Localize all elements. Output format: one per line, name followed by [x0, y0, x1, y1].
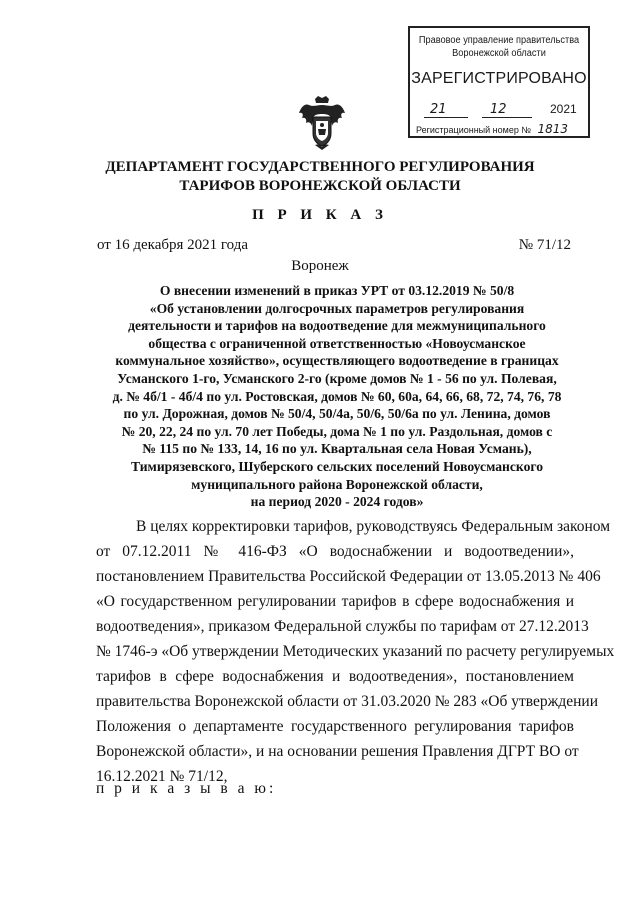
- stamp-reg-number-row: [416, 122, 584, 136]
- stamp-date: [416, 102, 582, 120]
- stamp-month: 12: [490, 102, 507, 117]
- body-line: тарифов в сфере водоснабжения и водоотведения», постановлением: [96, 668, 574, 685]
- body-line: постановлением Правительства Российской Федерации от 13.05.2013 № 406: [96, 568, 601, 585]
- subject-line: «Об установлении долгосрочных параметров регулирования: [149, 300, 525, 316]
- subject-line: О внесении изменений в приказ УРТ от 03.12.2019 № 50/8: [159, 283, 515, 298]
- order-subject: [92, 282, 582, 511]
- order-title: П Р И К А З: [252, 207, 388, 223]
- order-city: Воронеж: [291, 258, 349, 274]
- order-date: от 16 декабря 2021 года: [97, 237, 249, 253]
- department-line: ТАРИФОВ ВОРОНЕЖСКОЙ ОБЛАСТИ: [179, 178, 461, 194]
- subject-line: № 115 по № 133, 14, 16 по ул. Квартальная села Новая Усмань),: [142, 441, 532, 457]
- subject-line: № 20, 22, 24 по ул. 70 лет Победы, дома № 1 по ул. Раздольная, домов с: [121, 423, 553, 439]
- stamp-year: 2021: [550, 102, 577, 116]
- registration-stamp: [408, 26, 590, 138]
- subject-line: на период 2020 - 2024 годов»: [250, 494, 424, 510]
- subject-line: д. № 4б/1 - 4б/4 по ул. Ростовская, домов № 60, 60а, 64, 66, 68, 72, 74, 76, 78: [112, 388, 562, 404]
- body-line: № 1746-э «Об утверждении Методических указаний по расчету регулируемых: [96, 643, 615, 660]
- order-closing: п р и к а з ы в а ю:: [96, 780, 277, 797]
- subject-line: Тимирязевского, Шуберского сельских поселений Новоусманского: [131, 458, 543, 474]
- stamp-underline: [424, 117, 468, 118]
- subject-line: по ул. Дорожная, домов № 50/4, 50/4а, 50/6, 50/6а по ул. Ленина, домов: [123, 406, 551, 422]
- body-line: Воронежской области», и на основании решения Правления ДГРТ ВО от: [96, 743, 579, 760]
- subject-line: коммунальное хозяйство», осуществляющего водоотведение в границах: [115, 353, 559, 369]
- department-line: ДЕПАРТАМЕНТ ГОСУДАРСТВЕННОГО РЕГУЛИРОВАНИЯ: [105, 159, 535, 175]
- coat-of-arms-icon: [297, 95, 347, 151]
- stamp-reg-number: 1813: [537, 122, 569, 136]
- subject-line: общества с ограниченной ответственностью «Новоусманское: [148, 335, 526, 351]
- stamp-org-line: Воронежской области: [452, 48, 546, 59]
- stamp-reg-label: Регистрационный номер №: [416, 125, 532, 135]
- order-number: № 71/12: [518, 237, 571, 253]
- subject-line: деятельности и тарифов на водоотведение для межмуниципального: [128, 318, 546, 334]
- stamp-underline: [482, 117, 532, 118]
- body-line: Положения о департаменте государственного регулирования тарифов: [96, 718, 574, 735]
- body-line: «О государственном регулировании тарифов в сфере водоснабжения и: [96, 593, 574, 610]
- stamp-registered-label: ЗАРЕГИСТРИРОВАНО: [411, 70, 587, 87]
- stamp-day: 21: [430, 102, 447, 117]
- subject-line: муниципального района Воронежской области,: [191, 476, 483, 492]
- subject-line: Усманского 1-го, Усманского 2-го (кроме домов № 1 - 56 по ул. Полевая,: [117, 370, 557, 386]
- body-line: водоотведения», приказом Федеральной службы по тарифам от 27.12.2013: [96, 618, 589, 635]
- body-line: правительства Воронежской области от 31.03.2020 № 283 «Об утверждении: [96, 693, 598, 710]
- body-line: от 07.12.2011 № 416-ФЗ «О водоснабжении и водоотведении»,: [96, 543, 574, 560]
- stamp-org-line: Правовое управление правительства: [418, 35, 580, 46]
- department-name: [60, 158, 580, 196]
- stamp-organization: [417, 34, 581, 60]
- order-preamble: [96, 514, 615, 789]
- body-line: 16.12.2021 № 71/12,: [96, 768, 228, 785]
- body-line: В целях корректировки тарифов, руководствуясь Федеральным законом: [136, 518, 611, 535]
